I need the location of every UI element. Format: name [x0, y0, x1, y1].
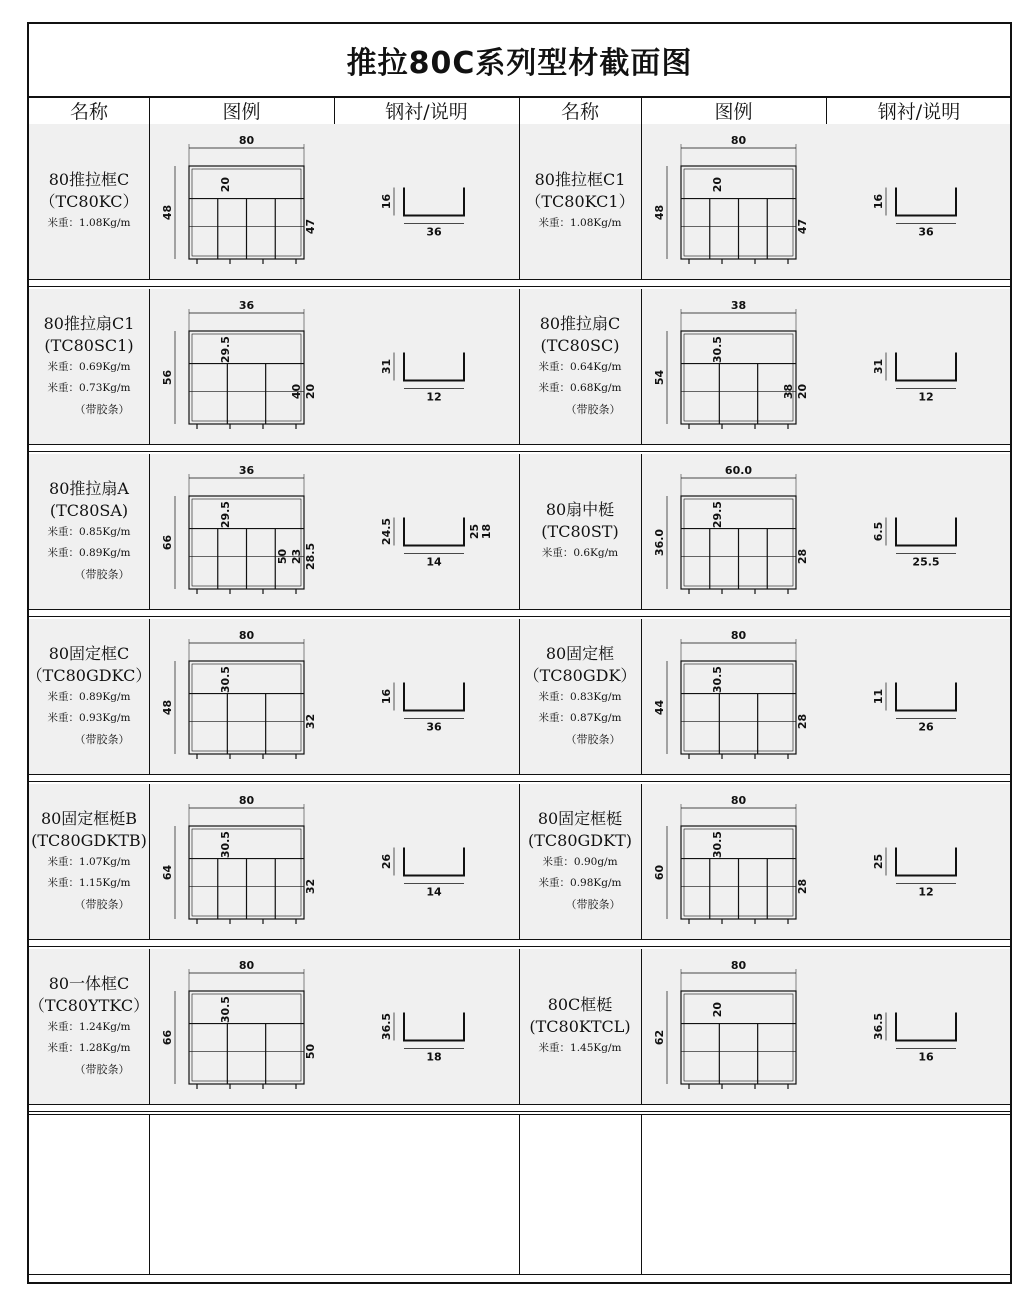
dimension-label: 20	[219, 176, 233, 193]
meter-weight: 米重：1.24Kg/m	[47, 1021, 131, 1033]
header-figure-left: 图例	[222, 100, 261, 123]
dimension-label: 50	[276, 548, 289, 565]
name-cell	[26, 619, 152, 774]
profile-figure	[149, 289, 334, 444]
header-steel-left: 钢衬/说明	[385, 100, 468, 123]
dimension-label: 32	[304, 878, 317, 895]
meter-weight: 米重：1.08Kg/m	[47, 217, 131, 229]
profile-code: (TC80ST)	[541, 522, 619, 541]
steel-section	[886, 353, 956, 389]
width-dimension: 80	[238, 629, 255, 642]
dimension-label: 29.5	[711, 501, 725, 529]
steel-section	[886, 1013, 956, 1049]
header-name-left: 名称	[69, 100, 108, 123]
meter-weight: 米重：1.28Kg/m	[47, 1042, 131, 1054]
profile-figure	[149, 619, 334, 774]
gasket-note: （带胶条）	[565, 898, 621, 911]
profile-name: 80固定框梃B	[40, 809, 138, 828]
steel-width-dimension: 26	[918, 720, 934, 734]
steel-figure	[826, 454, 1011, 609]
steel-height-dimension: 26	[380, 853, 393, 870]
steel-figure	[826, 289, 1011, 444]
profile-name: 80推拉框C	[48, 170, 130, 189]
meter-weight: 米重：0.68Kg/m	[538, 382, 622, 394]
steel-section	[394, 683, 464, 719]
steel-section	[394, 188, 464, 224]
dimension-label: 40	[290, 383, 303, 400]
meter-weight: 米重：1.07Kg/m	[47, 856, 131, 868]
profile-name: 80固定框	[545, 644, 615, 663]
height-dimension: 54	[653, 369, 666, 386]
width-dimension: 80	[730, 629, 747, 642]
divider	[29, 279, 1010, 280]
profile-code: (TC80GDKT)	[528, 831, 632, 850]
profile-name: 80推拉框C1	[534, 170, 626, 189]
gasket-note: （带胶条）	[74, 568, 130, 581]
divider	[29, 451, 1010, 452]
height-dimension: 66	[161, 534, 174, 551]
name-cell	[29, 784, 149, 939]
name-cell	[519, 454, 641, 609]
dimension-label: 20	[304, 383, 317, 400]
steel-width-dimension: 12	[918, 885, 934, 899]
dimension-label: 50	[304, 1043, 317, 1060]
dimension-label: 29.5	[219, 336, 233, 364]
meter-weight: 米重：0.87Kg/m	[538, 712, 622, 724]
profile-code: （TC80GDKC）	[26, 666, 152, 685]
profile-name: 80扇中梃	[545, 500, 615, 519]
width-dimension: 80	[730, 134, 747, 147]
dimension-label: 38	[782, 383, 795, 400]
profile-section	[175, 144, 304, 264]
width-dimension: 36	[238, 299, 255, 312]
width-dimension: 80	[730, 959, 747, 972]
profile-code: (TC80SC1)	[44, 336, 134, 355]
profile-section	[175, 639, 304, 759]
steel-width-dimension: 14	[426, 555, 442, 569]
profile-name: 80推拉扇C1	[43, 314, 135, 333]
name-cell	[29, 949, 149, 1104]
gasket-note: （带胶条）	[74, 1063, 130, 1076]
divider	[29, 609, 1010, 610]
name-cell	[29, 289, 149, 444]
steel-section	[394, 353, 464, 389]
divider	[29, 1274, 1010, 1275]
dimension-label: 18	[480, 523, 493, 540]
header-steel-right: 钢衬/说明	[877, 100, 961, 123]
divider	[29, 1104, 1010, 1105]
steel-figure	[334, 289, 519, 444]
profile-code: (TC80SC)	[540, 336, 620, 355]
steel-width-dimension: 36	[426, 720, 442, 734]
meter-weight: 米重：0.73Kg/m	[47, 382, 131, 394]
steel-height-dimension: 16	[380, 193, 393, 210]
profile-figure	[641, 784, 826, 939]
steel-section	[886, 188, 956, 224]
column-divider	[641, 1114, 642, 1274]
column-divider	[826, 96, 827, 124]
profile-figure	[149, 124, 334, 279]
name-cell	[519, 619, 641, 774]
name-cell	[519, 784, 641, 939]
meter-weight: 米重：0.85Kg/m	[47, 526, 131, 538]
profile-code: (TC80SA)	[49, 501, 129, 520]
profile-code: (TC80GDKTB)	[31, 831, 147, 850]
profile-section	[667, 474, 796, 594]
name-cell	[29, 454, 149, 609]
steel-figure	[826, 949, 1011, 1104]
divider	[29, 946, 1010, 947]
catalog-sheet	[27, 22, 1012, 1284]
meter-weight: 米重：0.64Kg/m	[538, 361, 622, 373]
profile-section	[175, 309, 304, 429]
steel-figure	[826, 124, 1011, 279]
dimension-label: 32	[304, 713, 317, 730]
steel-section	[394, 848, 464, 884]
steel-width-dimension: 16	[918, 1050, 934, 1064]
height-dimension: 64	[161, 864, 174, 881]
dimension-label: 20	[711, 176, 725, 193]
height-dimension: 62	[653, 1029, 666, 1046]
profile-code: （TC80KC1）	[525, 192, 635, 211]
steel-height-dimension: 6.5	[872, 521, 885, 542]
profile-name: 80推拉扇C	[539, 314, 621, 333]
steel-section	[394, 518, 464, 554]
steel-height-dimension: 24.5	[380, 517, 393, 546]
width-dimension: 80	[730, 794, 747, 807]
dimension-label: 28	[796, 713, 809, 730]
steel-section	[394, 1013, 464, 1049]
column-divider	[149, 96, 150, 124]
profile-figure	[641, 289, 826, 444]
divider	[29, 939, 1010, 940]
header-name-right: 名称	[560, 100, 599, 123]
profile-section	[175, 804, 304, 924]
width-dimension: 60.0	[724, 464, 753, 477]
height-dimension: 48	[161, 699, 174, 716]
steel-width-dimension: 36	[918, 225, 934, 239]
steel-figure	[334, 784, 519, 939]
dimension-label: 29.5	[219, 501, 233, 529]
width-dimension: 38	[730, 299, 747, 312]
dimension-label: 30.5	[219, 831, 233, 859]
profile-section	[667, 639, 796, 759]
width-dimension: 80	[238, 959, 255, 972]
width-dimension: 36	[238, 464, 255, 477]
dimension-label: 25	[468, 523, 481, 540]
height-dimension: 66	[161, 1029, 174, 1046]
steel-height-dimension: 16	[380, 688, 393, 705]
dimension-label: 30.5	[711, 666, 725, 694]
steel-figure	[334, 454, 519, 609]
steel-height-dimension: 36.5	[872, 1012, 885, 1041]
profile-figure	[641, 949, 826, 1104]
divider	[29, 444, 1010, 445]
column-divider	[149, 1114, 150, 1274]
meter-weight: 米重：1.45Kg/m	[538, 1042, 622, 1054]
dimension-label: 20	[711, 1001, 725, 1018]
meter-weight: 米重：0.89Kg/m	[47, 691, 131, 703]
dimension-label: 30.5	[219, 666, 233, 694]
profile-figure	[149, 949, 334, 1104]
steel-figure	[334, 619, 519, 774]
steel-height-dimension: 36.5	[380, 1012, 393, 1041]
divider	[29, 781, 1010, 782]
steel-figure	[826, 619, 1011, 774]
steel-height-dimension: 25	[872, 853, 885, 870]
height-dimension: 48	[653, 204, 666, 221]
meter-weight: 米重：0.90g/m	[542, 856, 618, 868]
header-figure-right: 图例	[714, 100, 753, 123]
dimension-label: 28.5	[304, 542, 317, 571]
steel-section	[886, 518, 956, 554]
profile-name: 80一体框C	[48, 974, 130, 993]
meter-weight: 米重：0.83Kg/m	[538, 691, 622, 703]
divider	[29, 616, 1010, 617]
name-cell	[29, 124, 149, 279]
name-cell	[519, 124, 641, 279]
profile-figure	[641, 454, 826, 609]
steel-figure	[334, 949, 519, 1104]
steel-height-dimension: 16	[872, 193, 885, 210]
profile-section	[667, 804, 796, 924]
dimension-label: 20	[796, 383, 809, 400]
profile-section	[175, 969, 304, 1089]
steel-width-dimension: 36	[426, 225, 442, 239]
dimension-label: 30.5	[711, 336, 725, 364]
page-title: 推拉80C系列型材截面图	[346, 46, 693, 81]
column-divider	[519, 96, 520, 124]
dimension-label: 28	[796, 878, 809, 895]
height-dimension: 48	[161, 204, 174, 221]
profile-section	[667, 969, 796, 1089]
steel-figure	[334, 124, 519, 279]
steel-height-dimension: 11	[872, 688, 885, 705]
dimension-label: 28	[796, 548, 809, 565]
meter-weight: 米重：0.89Kg/m	[47, 547, 131, 559]
height-dimension: 36.0	[653, 528, 666, 557]
meter-weight: 米重：0.93Kg/m	[47, 712, 131, 724]
steel-width-dimension: 14	[426, 885, 442, 899]
profile-name: 80推拉扇A	[49, 479, 129, 498]
gasket-note: （带胶条）	[74, 403, 130, 416]
dimension-label: 30.5	[219, 996, 233, 1024]
steel-width-dimension: 12	[426, 390, 442, 404]
dimension-label: 30.5	[711, 831, 725, 859]
divider	[29, 774, 1010, 775]
meter-weight: 米重：1.15Kg/m	[47, 877, 131, 889]
name-cell	[519, 949, 641, 1104]
steel-section	[886, 683, 956, 719]
meter-weight: 米重：0.69Kg/m	[47, 361, 131, 373]
width-dimension: 80	[238, 134, 255, 147]
height-dimension: 44	[653, 699, 666, 716]
height-dimension: 56	[161, 369, 174, 386]
divider	[29, 1111, 1010, 1112]
divider	[29, 286, 1010, 287]
gasket-note: （带胶条）	[565, 733, 621, 746]
gasket-note: （带胶条）	[565, 403, 621, 416]
dimension-label: 47	[796, 218, 809, 235]
steel-width-dimension: 12	[918, 390, 934, 404]
steel-figure	[826, 784, 1011, 939]
profile-figure	[149, 454, 334, 609]
profile-name: 80C框梃	[547, 995, 613, 1014]
profile-code: (TC80KTCL)	[529, 1017, 631, 1036]
dimension-label: 47	[304, 218, 317, 235]
meter-weight: 米重：1.08Kg/m	[538, 217, 622, 229]
column-divider	[641, 96, 642, 124]
profile-figure	[641, 619, 826, 774]
steel-section	[886, 848, 956, 884]
steel-width-dimension: 25.5	[912, 555, 940, 569]
gasket-note: （带胶条）	[74, 733, 130, 746]
gasket-note: （带胶条）	[74, 898, 130, 911]
name-cell	[519, 289, 641, 444]
column-divider	[334, 96, 335, 124]
profile-section	[667, 309, 796, 429]
profile-section	[175, 474, 304, 594]
profile-figure	[641, 124, 826, 279]
profile-name: 80固定框梃	[537, 809, 623, 828]
profile-code: （TC80KC）	[39, 192, 139, 211]
dimension-label: 23	[290, 548, 303, 565]
profile-name: 80固定框C	[48, 644, 130, 663]
profile-figure	[149, 784, 334, 939]
height-dimension: 60	[653, 864, 666, 881]
steel-height-dimension: 31	[380, 358, 393, 375]
profile-code: （TC80YTKC）	[28, 996, 150, 1015]
width-dimension: 80	[238, 794, 255, 807]
meter-weight: 米重：0.98Kg/m	[538, 877, 622, 889]
meter-weight: 米重：0.6Kg/m	[541, 547, 619, 559]
column-divider	[519, 1114, 520, 1274]
profile-section	[667, 144, 796, 264]
steel-height-dimension: 31	[872, 358, 885, 375]
profile-code: （TC80GDK）	[523, 666, 637, 685]
steel-width-dimension: 18	[426, 1050, 442, 1064]
